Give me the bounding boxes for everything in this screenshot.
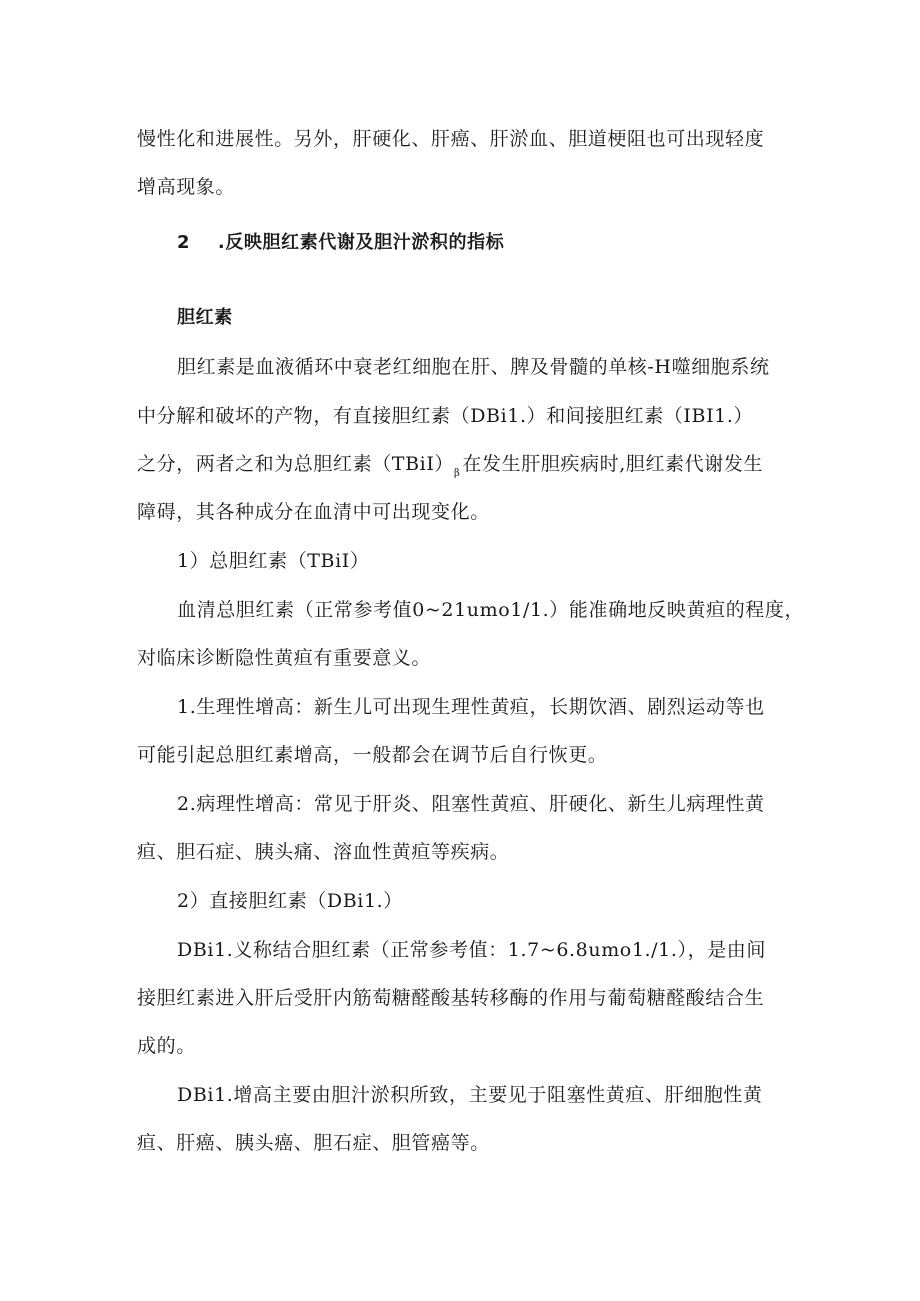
item-heading-tbil: 1）总胆红素（TBiI） [177, 550, 370, 572]
paragraph-line: 疸、胆石症、胰头痛、溶血性黄疸等疾病。 [137, 841, 510, 863]
subsection-title: 胆红素 [177, 307, 233, 328]
paragraph-line: 慢性化和进展性。另外，肝硬化、肝癌、肝淤血、胆道梗阻也可出现轻度 [137, 128, 765, 150]
text-run: 之分，两者之和为总胆红素（TBiI） [137, 453, 455, 475]
paragraph-line: 障碍，其各种成分在血清中可出现变化。 [137, 501, 490, 523]
paragraph-line: 增高现象。 [137, 176, 236, 198]
paragraph-line: 中分解和破坏的产物，有直接胆红素（DBi1.）和间接胆红素（IBI1.） [137, 405, 754, 427]
section-number: 2 [177, 232, 191, 253]
paragraph-line: 血清总胆红素（正常参考值0~21umo1/1.）能准确地反映黄疸的程度， [177, 599, 805, 621]
paragraph-line: 胆红素是血液循环中衰老红细胞在肝、脾及骨髓的单核-H噬细胞系统 [177, 356, 770, 378]
paragraph-line: 1.生理性增高：新生儿可出现生理性黄疸，长期饮酒、剧烈运动等也 [177, 696, 765, 718]
paragraph-line: 成的。 [137, 1035, 196, 1057]
item-heading-dbil: 2）直接胆红素（DBi1.） [177, 890, 403, 912]
paragraph-line: 可能引起总胆红素增高，一般都会在调节后自行恢更。 [137, 744, 608, 766]
paragraph-line [137, 449, 764, 479]
paragraph-line: 接胆红素进入肝后受肝内筋萄糖醛酸基转移酶的作用与葡萄糖醛酸结合生 [137, 987, 765, 1009]
paragraph-line: DBi1.义称结合胆红素（正常参考值：1.7~6.8umo1./1.），是由间 [177, 939, 767, 961]
paragraph-line: 对临床诊断隐性黄疸有重要意义。 [137, 647, 432, 669]
paragraph-line: 疸、肝癌、胰头癌、胆石症、胆管癌等。 [137, 1132, 490, 1154]
subscript-mark: β [454, 468, 461, 479]
section-title: .反映胆红素代谢及胆汁淤积的指标 [217, 232, 505, 253]
text-run: 在发生肝胆疾病时,胆红素代谢发生 [462, 453, 764, 475]
paragraph-line: DBi1.增高主要由胆汁淤积所致，主要见于阻塞性黄疸、肝细胞性黄 [177, 1084, 763, 1106]
section-heading [177, 228, 504, 254]
paragraph-line: 2.病理性增高：常见于肝炎、阻塞性黄疸、肝硬化、新生儿病理性黄 [177, 793, 765, 815]
